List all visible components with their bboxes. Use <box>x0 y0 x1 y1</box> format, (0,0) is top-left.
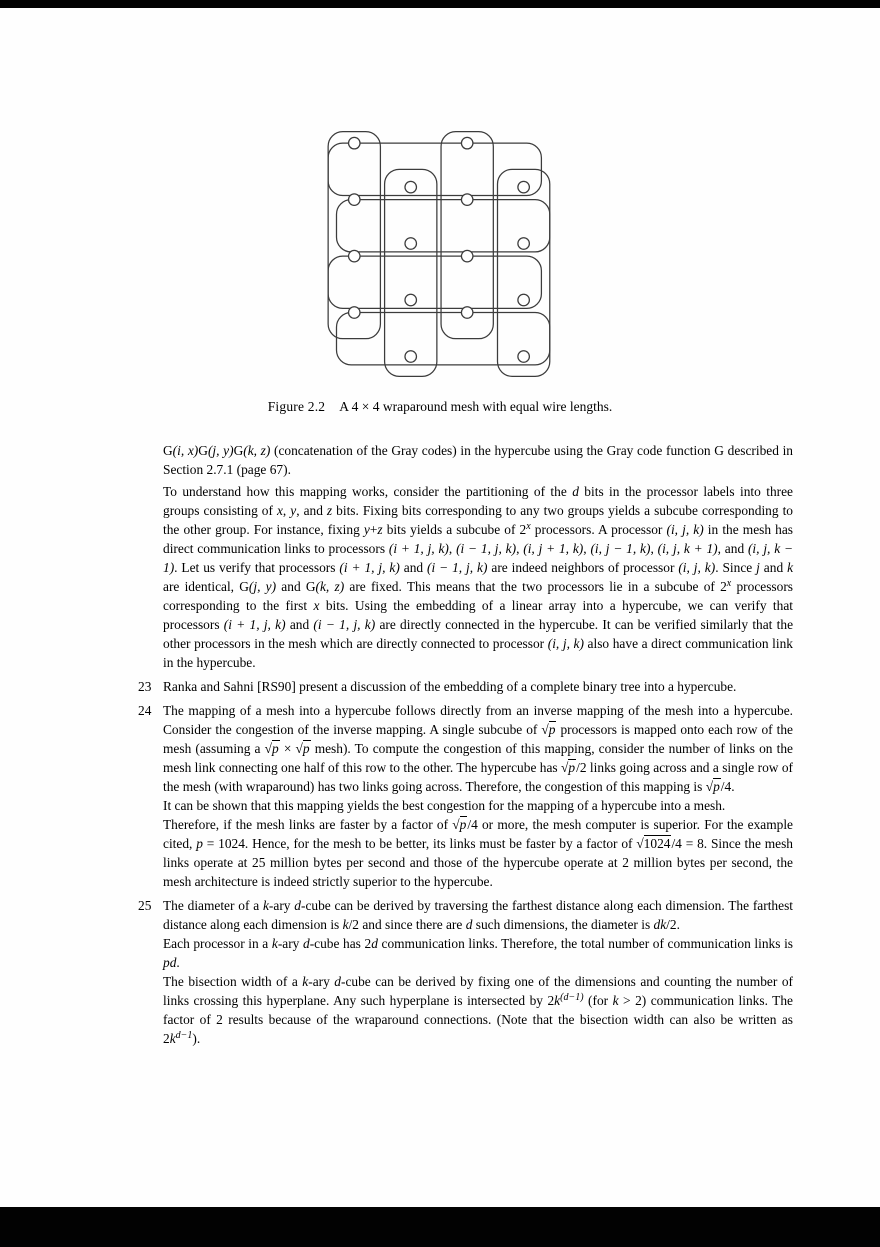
paragraph: Therefore, if the mesh links are faster by a factor of √p/4 or more, the mesh computer is superior. For the example cited, p = 1024. Hence, for the mesh to be better, its links must be faster by a factor of √1024/4 = 8. Since the mesh links operate at 25 million bytes per second and those of the hypercube operate at 2 million bytes per second, the mesh architecture is indeed strictly superior to the hypercube. <box>163 817 793 889</box>
mesh-processor-nodes <box>349 137 530 362</box>
paragraph: It can be shown that this mapping yields the best congestion for the mapping of a hypercube into a mesh. <box>163 798 726 813</box>
paragraph: Each processor in a k-ary d-cube has 2d communication links. Therefore, the total number of communication links is pd. <box>163 936 794 970</box>
solution-item-24 <box>138 701 794 891</box>
wraparound-mesh-diagram <box>325 122 555 386</box>
document-page <box>0 8 880 1207</box>
body-text <box>138 441 794 1048</box>
figure-caption-label: Figure 2.2 <box>267 399 326 414</box>
paragraph: The bisection width of a k-ary d-cube can be derived by fixing one of the dimensions and counting the number of links crossing this hyperplane. Any such hyperplane is intersected by $2k^{(d-1)}$ (for k > 2) communication links. The factor of 2 results because of the wraparound connections. (Note that the bisection width can also be written as $2k^{d-1}$). <box>163 974 793 1046</box>
paragraph: To understand how this mapping works, consider the partitioning of the d bits in the processor labels into three groups consisting of x, y, and z bits. Fixing bits corresponding to any two groups yields a subcube corresponding to the other group. For instance, fixing y+z bits yields a subcube of 2$^x$ processors. A processor (i, j, k) in the mesh has direct communication links to processors (i + 1, j, k), (i − 1, j, k), (i, j + 1, k), (i, j − 1, k), (i, j, k + 1), and (i, j, k − 1). Let us verify that processors (i + 1, j, k) and (i − 1, j, k) are indeed neighbors of processor (i, j, k). Since j and k are identical, G(j, y) and G(k, z) are fixed. This means that the two processors lie in a subcube of 2$^x$ processors corresponding to the first x bits. Using the embedding of a linear array into a hypercube, we can verify that processors (i + 1, j, k) and (i − 1, j, k) are directly connected in the hypercube. It can be verified similarly that the other processors in the mesh which are directly connected to processor (i, j, k) also have a direct communication link in the hypercube. <box>163 484 794 670</box>
letterbox-bottom <box>0 1207 880 1247</box>
letterbox-top <box>0 0 880 8</box>
paragraph: G(i, x)G(j, y)G(k, z) (concatenation of the Gray codes) in the hypercube using the Gray code function G described in Section 2.7.1 (page 67). <box>163 443 794 477</box>
solution-item-23 <box>138 677 793 696</box>
solution-item-25 <box>138 896 794 1048</box>
figure-caption <box>0 399 880 415</box>
item-number: 25 <box>138 898 152 913</box>
item-number: 24 <box>138 703 152 718</box>
item-blocks <box>163 677 793 696</box>
item-blocks <box>163 701 793 891</box>
item-number: 23 <box>138 679 152 694</box>
mesh-wire-loops <box>328 132 550 377</box>
paragraph: The diameter of a k-ary d-cube can be derived by traversing the farthest distance along each dimension. The farthest distance along each dimension is k/2 and since there are d such dimensions, the diameter is dk/2. <box>163 898 794 932</box>
item-blocks <box>163 896 793 1048</box>
figure-caption-text: A 4 × 4 wraparound mesh with equal wire lengths. <box>339 399 613 414</box>
paragraph: Ranka and Sahni [RS90] present a discussion of the embedding of a complete binary tree into a hypercube. <box>163 679 737 694</box>
figure-2-2 <box>0 8 880 415</box>
paragraph: The mapping of a mesh into a hypercube follows directly from an inverse mapping of the mesh into a hypercube. Consider the congestion of the inverse mapping. A single subcube of √p processors is mapped onto each row of the mesh (assuming a √p × √p mesh). To compute the congestion of this mapping, consider the number of links on the mesh link connecting one half of this row to the other. The hypercube has √p/2 links going across and a single row of the mesh (with wraparound) has two links going across. Therefore, the congestion of this mapping is √p/4. <box>163 703 794 794</box>
